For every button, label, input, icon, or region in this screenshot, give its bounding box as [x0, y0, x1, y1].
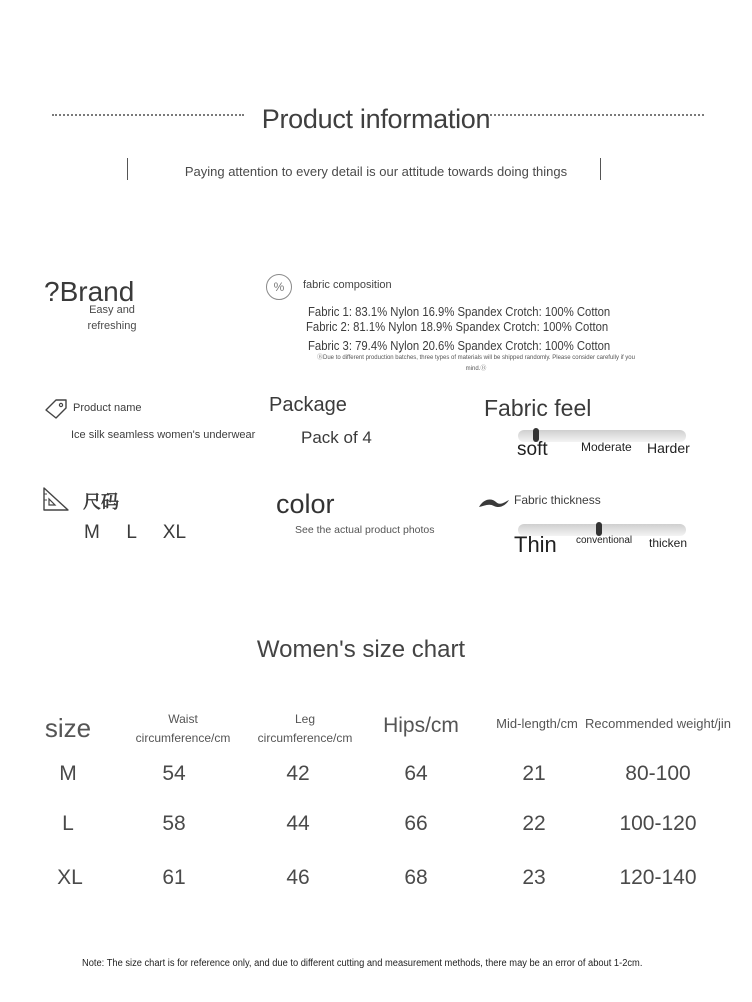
- fabric-thickness-option-conventional: conventional: [576, 535, 633, 546]
- brand-description: [86, 302, 138, 334]
- table-cell: 46: [286, 866, 310, 889]
- product-name-label: Product name: [73, 402, 142, 414]
- size-chart-title: Women's size chart: [256, 636, 466, 663]
- header-leg: [242, 710, 368, 748]
- page-title: Product information: [261, 104, 491, 134]
- header-mid-length: Mid-length/cm: [496, 716, 578, 731]
- header-hips: Hips/cm: [383, 714, 459, 737]
- fabric-thickness-option-thin: Thin: [514, 532, 557, 557]
- header-waist-line-2: circumference/cm: [135, 731, 231, 745]
- fabric-swatch-icon: [478, 496, 510, 515]
- table-cell: M: [59, 762, 77, 785]
- package-value: Pack of 4: [301, 428, 372, 447]
- fabric-feel-option-moderate: Moderate: [581, 440, 632, 454]
- fabric-thickness-marker: [596, 522, 602, 536]
- fabric-batch-note: [306, 353, 646, 375]
- header-size: size: [44, 713, 92, 743]
- table-cell: 21: [522, 762, 546, 785]
- fabric-line-1: Fabric 1: 83.1% Nylon 16.9% Spandex Crotch: 100% Cotton: [308, 305, 611, 319]
- fabric-feel-option-soft: soft: [517, 439, 548, 460]
- page-subtitle: Paying attention to every detail is our attitude towards doing things: [184, 164, 568, 179]
- fabric-line-2: Fabric 2: 81.1% Nylon 18.9% Spandex Crotch: 100% Cotton: [306, 320, 609, 334]
- size-chart-note: Note: The size chart is for reference only, and due to different cutting and measurement methods, there may be an error of about 1-2cm.: [82, 958, 643, 969]
- header-recommended-weight: Recommended weight/jin: [585, 716, 731, 731]
- table-cell: 64: [404, 762, 428, 785]
- sizes-list: M L XL: [84, 522, 187, 543]
- brand-label: ?Brand: [44, 276, 135, 307]
- ruler-icon: [42, 486, 70, 517]
- color-label: color: [276, 489, 335, 519]
- table-cell: 44: [286, 812, 310, 835]
- size-label: 尺码: [83, 492, 119, 512]
- fabric-composition-label: fabric composition: [303, 279, 392, 291]
- package-label: Package: [269, 394, 347, 416]
- header-waist-line-1: Waist: [168, 712, 198, 726]
- table-cell: 61: [162, 866, 186, 889]
- table-cell: 22: [522, 812, 546, 835]
- table-cell: 80-100: [625, 762, 691, 785]
- color-value: See the actual product photos: [295, 524, 435, 536]
- table-cell: L: [62, 812, 74, 835]
- table-cell: 42: [286, 762, 310, 785]
- fabric-thickness-label: Fabric thickness: [514, 493, 601, 507]
- tag-icon: [44, 398, 68, 425]
- header-leg-line-1: Leg: [294, 712, 316, 726]
- fabric-thickness-option-thicken: thicken: [649, 536, 688, 550]
- fabric-line-3: Fabric 3: 79.4% Nylon 20.6% Spandex Crotch: 100% Cotton: [308, 339, 611, 353]
- table-cell: 66: [404, 812, 428, 835]
- table-cell: 23: [522, 866, 546, 889]
- header-waist: [118, 710, 248, 748]
- table-cell: 100-120: [619, 812, 697, 835]
- fabric-feel-label: Fabric feel: [484, 395, 592, 421]
- table-cell: 120-140: [619, 866, 697, 889]
- table-cell: XL: [57, 866, 83, 889]
- header-leg-line-2: circumference/cm: [257, 731, 353, 745]
- table-cell: 54: [162, 762, 186, 785]
- fabric-batch-note-line-1: ⒷDue to different production batches, three types of materials will be shipped randomly. Please consider carefully if you: [317, 355, 635, 361]
- fabric-batch-note-line-2: mind.Ⓑ: [465, 366, 487, 372]
- product-name-value: Ice silk seamless women's underwear: [71, 429, 256, 441]
- fabric-feel-option-harder: Harder: [647, 440, 690, 456]
- percent-icon: %: [266, 274, 292, 300]
- brand-description-line-2: refreshing: [87, 320, 137, 332]
- brand-description-line-1: Easy and: [89, 304, 135, 316]
- table-cell: 58: [162, 812, 186, 835]
- table-cell: 68: [404, 866, 428, 889]
